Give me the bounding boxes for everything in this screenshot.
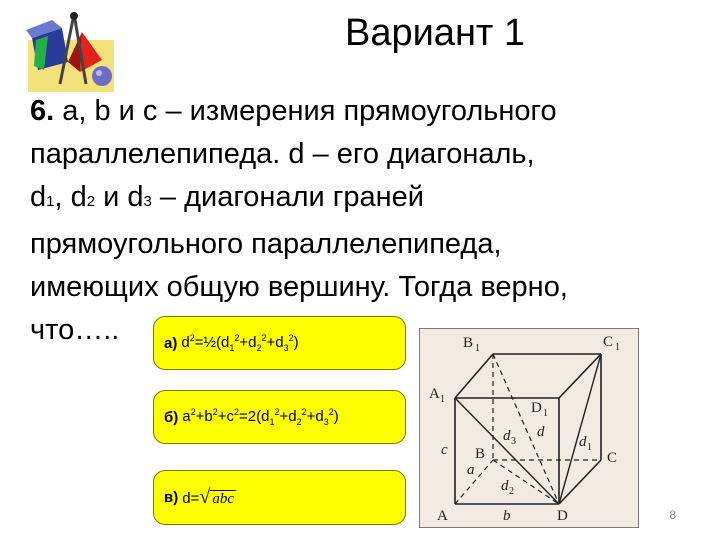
problem-line-2: параллелепипеда. d – его диагональ, xyxy=(30,138,535,170)
label-d1-sub: 1 xyxy=(587,442,592,453)
label-B: B xyxy=(475,446,486,462)
label-A: A xyxy=(437,508,448,524)
label-d: d xyxy=(537,424,545,440)
problem-text xyxy=(30,90,702,352)
parallelepiped-figure xyxy=(419,328,639,528)
option-a-formula: $d^2=\frac{1}{2}(d_1^2+d_2^2+d_3^2)$ xyxy=(181,333,299,353)
option-c-formula: d=√ abc xyxy=(182,486,234,508)
d1-symbol: d xyxy=(30,181,47,213)
label-C1-sub: 1 xyxy=(615,342,620,353)
label-A1-sub: 1 xyxy=(440,394,445,405)
subscript-2: 2 xyxy=(86,193,96,210)
problem-line-5: имеющих общую вершину. Тогда верно, xyxy=(30,271,568,303)
answer-option-c[interactable] xyxy=(153,470,406,525)
label-B1: B xyxy=(463,335,474,351)
label-D: D xyxy=(557,508,568,524)
problem-line-1 xyxy=(30,90,702,133)
problem-line-3-text: – диагонали граней xyxy=(151,181,424,213)
answer-option-a[interactable] xyxy=(153,316,406,370)
geometry-shapes-compass-icon xyxy=(22,10,120,94)
subscript-3: 3 xyxy=(143,193,152,210)
page-number: 8 xyxy=(669,508,676,522)
option-b-formula: $a^2+b^2+c^2=2(d_1^2+d_2^2+d_3^2)$ xyxy=(182,407,339,427)
problem-number: 6. xyxy=(30,95,55,127)
label-c: c xyxy=(441,442,448,458)
label-B1-sub: 1 xyxy=(475,343,480,354)
problem-line-6: что….. xyxy=(30,314,120,346)
label-d2-sub: 2 xyxy=(509,486,514,497)
d3-symbol: и d xyxy=(95,181,144,213)
problem-line-1-text: a, b и c – измерения прямоугольного xyxy=(62,95,557,127)
label-A1: A xyxy=(429,386,440,402)
label-d1: d xyxy=(579,434,587,450)
label-D1-sub: 1 xyxy=(543,408,548,419)
label-C1: C xyxy=(603,334,614,350)
label-d3: d xyxy=(503,428,511,444)
label-a: a xyxy=(467,462,475,478)
label-d3-sub: 3 xyxy=(511,436,516,447)
subscript-1: 1 xyxy=(46,193,55,210)
label-b: b xyxy=(503,508,511,524)
problem-line-3 xyxy=(30,176,702,223)
option-c-label: в) xyxy=(164,489,179,506)
page-title: Вариант 1 xyxy=(344,12,526,54)
label-d2: d xyxy=(501,478,509,494)
option-b-label: б) xyxy=(164,408,179,426)
d2-symbol: , d xyxy=(54,181,87,213)
option-a-label: а) xyxy=(164,334,178,352)
answer-option-b[interactable] xyxy=(153,390,406,444)
label-C: C xyxy=(607,450,618,466)
problem-line-4: прямоугольного параллелепипеда, xyxy=(30,228,502,260)
label-D1: D xyxy=(531,400,542,416)
